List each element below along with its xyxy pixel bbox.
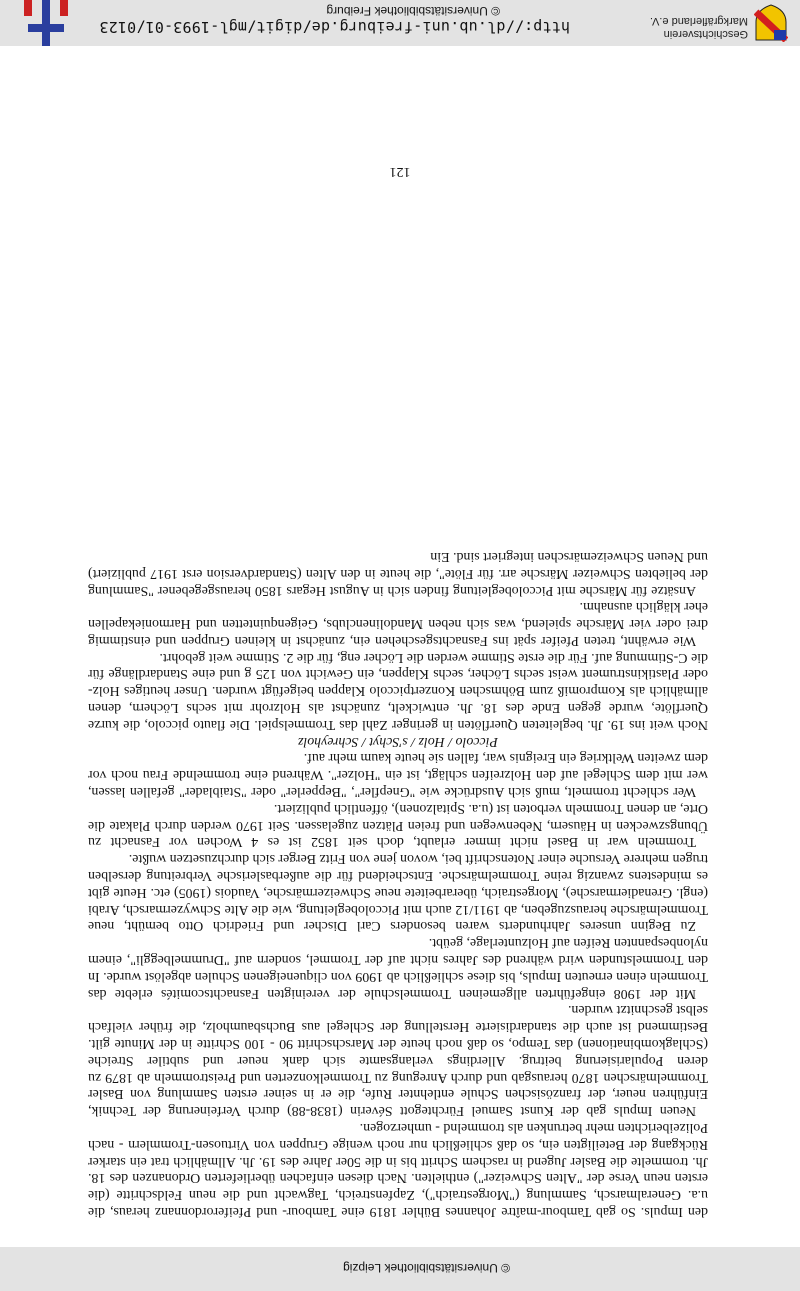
- paragraph: Neuen Impuls gab der Kunst Samuel Fürchtegott Séverin (1838-88) durch Verfeinerung der Technik, Einführen neuer, der französischen Schule entlehnter Rufe, die er in seiner ersten Sammlung von Basler Trommelmärschen 1870 herausgab und durch Anregung zu Trommelkonzerten und Preistrommeln ab 1879 zu deren Popularisierung beitrug. Allerdings verlangsamte sich dank neuer und subtiler Streiche (Schlagkombinationen) das Tempo, so daß noch heute der Marschschritt 90 - 100 Schritte in der Minute gilt. Bestimmend ist auch die standardisierte Herstellung der Schlegel aus Buchsbaumholz, die früher vielfach selbst geschnitzt wurden.: [88, 1002, 708, 1119]
- paragraph: Zu Beginn unseres Jahrhunderts waren besonders Carl Discher und Friedrich Otto bemüht, neue Trommelmärsche herauszugeben, ab 1911/12 auch mit Piccolobegleitung, wie die Alte Schwyzermarsch, Arabi (engl. Grenadiermarsche), Morgestraich, überarbeitete neue Schweizermärsche, Vaudois (1905) etc. Heute gibt es mindestens zwanzig reine Trommelmärsche. Entscheidend für die außerbaslerische Verbreitung derselben trugen mehrere Versuche einer Notenschrift bei, wovon jene von Fritz Berger sich durchzusetzen wußte.: [88, 851, 708, 934]
- society-name: [650, 14, 748, 40]
- paragraph: Trommeln war in Basel nicht immer erlaubt, doch seit 1852 ist es 4 Wochen vor Fasnacht zu Übungszwecken in Häusern, Nebenwegen und freien Plätzen zugelassen. Seit 1970 werden durch Plakate die Orte, an denen Trommeln verboten ist (u.a. Spitalzonen), öffentlich publiziert.: [88, 800, 708, 850]
- society-line-2: Markgräflerland e.V.: [649, 15, 748, 27]
- copyright-notice: © Universitätsbibliothek Freiburg: [326, 4, 500, 18]
- paragraph: Wie erwähnt, treten Pfeifer spät ins Fasnachtsgeschehen ein, zunächst in kleinen Gruppen und einstimmig drei oder vier Märsche spielend, was sich neben Mandolinenclubs, Geigenquintetten und Harmoniekapellen eher kläglich ausnahm.: [88, 599, 708, 648]
- paragraph: Noch weit ins 19. Jh. begleiteten Querflöten in geringer Zahl das Trommelspiel. Die flauto piccolo, die kurze Querflöte, wurde gegen Ende des 18. Jh. entwickelt, zunächst als Holzrohr mit sechs Löchern, denen allmählich als Kompromiß zum Böhmschen Konzertpiccolo Klappen beigefügt wurden. Unser heutiges Holz- oder Plastikinstrument weist sechs Löcher, sechs Klappen, ein Gewicht von 125 g und eine Standardlänge für die C-Stimmung auf. Für die erste Stimme werden die Löcher eng, für die 2. Stimme weit gebohrt.: [88, 649, 708, 732]
- university-logo-icon: [22, 0, 70, 46]
- partial-copyright: © Universitätsbibliothek Leipzig: [343, 1261, 510, 1275]
- section-heading: Piccolo / Holz / s'Schyt / Schreyholz: [298, 733, 498, 749]
- paragraph: den Impuls. So gab Tambour-maître Johannes Bühler 1819 eine Tambour- und Pfeiferordonnanz heraus, die u.a. Generalmarsch, Sammlung ("Morgestraich"), Zapfenstreich, Tagwacht und die neun Feldschritte (die ersten neun Verse der "Alten Schweizer") enthielten. Nach diesen einfachen überlieferten Ordonanzen des 18. Jh. trommelte die Basler Jugend in raschem Schritt bis in die 50er Jahre des 19. Jh. Allmählich trat ein starker Rückgang der Beteiligten ein, so daß schließlich nur noch wenige Gruppen von Virtuosen-Trommlern - nach Polizeiberichten mehr betrunken als trommelnd - umherzogen.: [88, 1120, 708, 1219]
- paragraph: Ansätze für Märsche mit Piccolobegleitung finden sich in August Hegars 1850 herausgegebener "Sammlung der beliebten Schweizer Märsche arr. für Flöte", die heute in den Alten (Standardversion erst 1917 publiziert) und Neuen Schweizemärschen integriert sind. Ein: [88, 548, 708, 598]
- society-line-1: Geschichtsverein: [663, 28, 748, 40]
- document-url[interactable]: http://dl.ub.uni-freiburg.de/digit/mgl-1993-01/0123: [99, 18, 570, 36]
- footer-banner: [0, 0, 800, 46]
- page-number: 121: [389, 164, 411, 179]
- paragraph: Wer schlecht trommelt, muß sich Ausdrücke wie "Gnepfler", "Bepperler" oder "Staiblader" gefallen lassen, wer mit dem Schlegel auf den Holzreifen schlägt, ist ein "Holzer". Während eine trommelnde Frau noch vor dem zweiten Weltkrieg ein Ereignis war, fallen sie heute kaum mehr auf.: [88, 750, 708, 800]
- paragraph: Mit der 1908 eingeführten allgemeinen Trommelschule der vereinigten Fasnachtscomités erlebte das Trommeln einen erneuten Impuls, bis diese schließlich ab 1909 von cliqueneigenen Schulen abgelöst wurde. In den Trommelstunden wird während des Jahres nicht auf der Trommel, sondern auf "Drummelbeggli", einem nylonbespannten Reifen auf Holzunterlage, geübt.: [88, 935, 708, 1001]
- coat-of-arms-icon: [754, 4, 788, 42]
- document-text: [88, 547, 708, 1219]
- partial-banner: [0, 1247, 800, 1291]
